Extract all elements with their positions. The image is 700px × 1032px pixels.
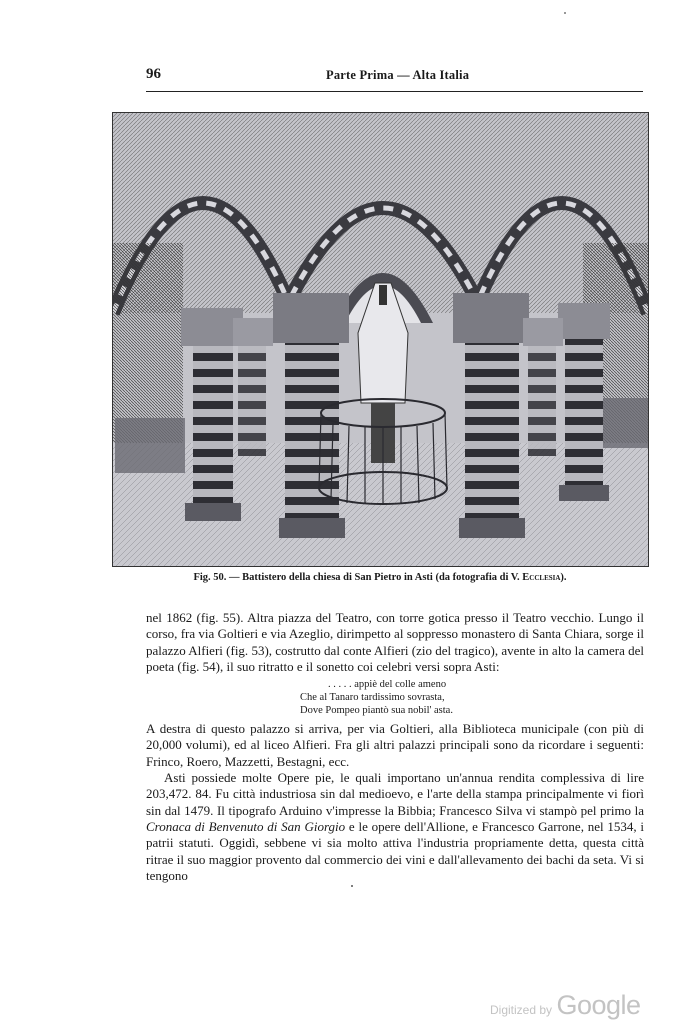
paragraph-text: Asti possiede molte Opere pie, le quali importano un'annua rendita complessiva di lire 203,472. 84. Fu città industriosa sin dal medioevo, e l'arte della stampa principalmente vi fiorì sin dal 1479. Il tipografo Arduino v'impresse la Bibbia; Francesco Silva vi stampò pel primo la: [146, 770, 644, 818]
verse-line: . . . . . appiè del colle ameno: [328, 679, 447, 691]
caption-end: ).: [560, 572, 567, 583]
header-rule: [146, 91, 643, 92]
google-logo: Google: [556, 990, 641, 1020]
book-title: Cronaca di Benvenuto di San Giorgio: [146, 818, 346, 834]
verse-line: Che al Tanaro tardissimo sovrasta,: [300, 692, 445, 704]
speck: [564, 12, 566, 14]
page-number: 96: [146, 66, 161, 82]
paragraph: A destra di questo palazzo si arriva, per via Goltieri, alla Biblioteca municipale (con più di 20,000 volumi), ed al liceo Alfieri. Fra gli altri palazzi principali sono da ricordare i seguenti: Frinco, Roero, Mazzetti, Bestagni, ecc.: [146, 721, 644, 769]
paragraph: nel 1862 (fig. 55). Altra piazza del Teatro, con torre gotica presso il Teatro vecchio. Lungo il corso, fra via Goltieri e via Azeglio, dirimpetto al soppresso monastero di Santa Chiara, sorge il palazzo Alfieri (fig. 53), costrutto dal conte Alfieri (zio del tragico), avente in alto la camera del poeta (fig. 54), il suo ritratto e il sonetto coi celebri versi sopra Asti:: [146, 610, 644, 674]
baptistery-engraving: [112, 112, 649, 567]
digitization-watermark: [490, 990, 641, 1021]
running-title: Parte Prima — Alta Italia: [326, 68, 470, 82]
caption-author: Ecclesia: [522, 572, 561, 583]
page-header: [146, 66, 642, 88]
caption-text: Fig. 50. — Battistero della chiesa di San Pietro in Asti (da fotografia di V.: [193, 572, 523, 583]
watermark-prefix: Digitized by: [490, 1003, 553, 1017]
engraving-illustration: [113, 113, 648, 566]
verse-quote: [146, 678, 644, 717]
figure-caption: [100, 572, 660, 583]
speck: [351, 885, 353, 887]
paragraph: [146, 770, 644, 884]
body-text: [146, 610, 644, 884]
verse-line: Dove Pompeo piantò sua nobil' asta.: [300, 705, 453, 717]
paragraph-text: e le opere dell'Allione, e Francesco Garrone, nel 1534, i patrii statuti. Oggidì, sebbene vi sia molto attiva l'industria propriamente detta, questa città ritrae il suo maggior provento dal commercio dei vini e dall'allevamento dei bachi da seta. Vi si tengono: [146, 818, 645, 883]
